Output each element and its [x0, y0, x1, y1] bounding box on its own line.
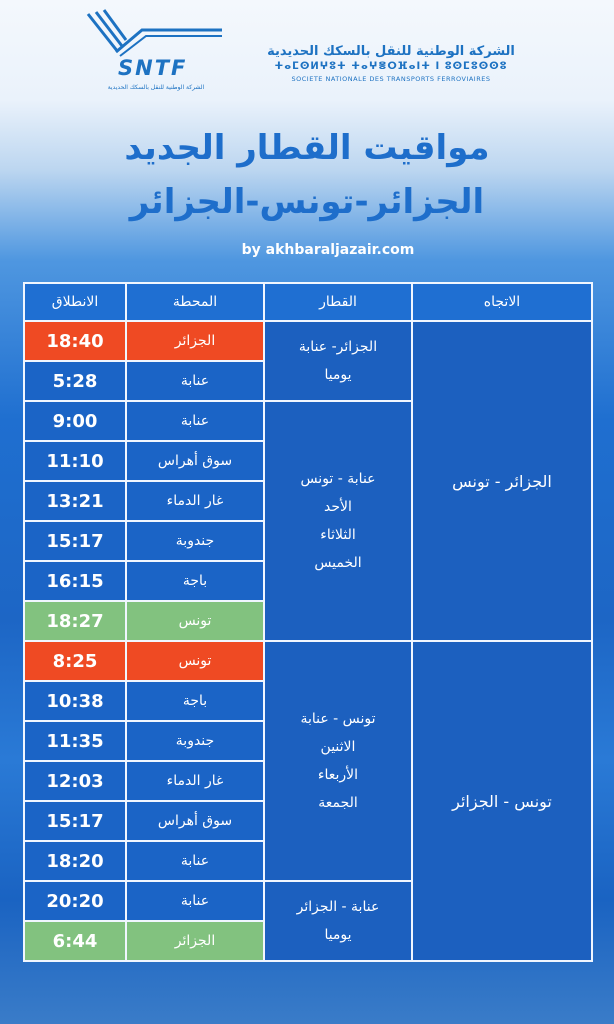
train-day: الأحد: [324, 499, 352, 515]
departure-time: 18:27: [24, 601, 126, 641]
station-name: عنابة: [126, 841, 264, 881]
column-header-train: القطار: [264, 283, 412, 321]
train-days: يوميا: [324, 927, 352, 943]
departure-time: 11:10: [24, 441, 126, 481]
train-cell: [264, 401, 412, 641]
train-day: الأربعاء: [317, 767, 359, 783]
departure-time: 15:17: [24, 801, 126, 841]
departure-time: 8:25: [24, 641, 126, 681]
sntf-logo: [82, 8, 232, 96]
departure-time: 10:38: [24, 681, 126, 721]
departure-time: 15:17: [24, 521, 126, 561]
column-header-direction: الاتجاه: [412, 283, 592, 321]
departure-time: 16:15: [24, 561, 126, 601]
station-name: غار الدماء: [126, 761, 264, 801]
company-name-arabic: الشركة الوطنية للنقل بالسكك الحديدية: [267, 44, 515, 59]
page-title: مواقيت القطار الجديد: [124, 128, 490, 168]
direction-cell: تونس - الجزائر: [412, 641, 592, 961]
station-name: عنابة: [126, 881, 264, 921]
train-cell: [264, 881, 412, 961]
direction-cell: الجزائر - تونس: [412, 321, 592, 641]
table-row: [24, 641, 592, 681]
departure-time: 18:20: [24, 841, 126, 881]
train-day: الجمعة: [318, 795, 358, 811]
company-name-block: [246, 44, 536, 83]
train-route: عنابة - الجزائر: [296, 899, 380, 915]
train-day: الخميس: [314, 555, 362, 571]
train-route: عنابة - تونس: [300, 471, 376, 487]
station-name: تونس: [126, 601, 264, 641]
station-name: سوق أهراس: [126, 801, 264, 841]
column-header-departure: الانطلاق: [24, 283, 126, 321]
station-name: غار الدماء: [126, 481, 264, 521]
departure-time: 20:20: [24, 881, 126, 921]
page-subtitle: الجزائر-تونس-الجزائر: [129, 182, 485, 222]
logo-text: SNTF: [118, 56, 188, 80]
station-name: جندوبة: [126, 521, 264, 561]
departure-time: 5:28: [24, 361, 126, 401]
train-cell: [264, 641, 412, 881]
credit-text: by akhbaraljazair.com: [241, 242, 415, 258]
table-header-row: [24, 283, 592, 321]
departure-time: 12:03: [24, 761, 126, 801]
station-name: الجزائر: [126, 321, 264, 361]
station-name: الجزائر: [126, 921, 264, 961]
logo-subtitle: الشركة الوطنية للنقل بالسكك الحديدية: [107, 84, 205, 91]
station-name: باجة: [126, 561, 264, 601]
station-name: جندوبة: [126, 721, 264, 761]
station-name: عنابة: [126, 401, 264, 441]
train-day: الاثنين: [320, 739, 356, 755]
departure-time: 13:21: [24, 481, 126, 521]
train-day: الثلاثاء: [320, 527, 356, 543]
train-days: يوميا: [324, 367, 352, 383]
station-name: تونس: [126, 641, 264, 681]
station-name: سوق أهراس: [126, 441, 264, 481]
schedule-table: [23, 282, 593, 962]
departure-time: 6:44: [24, 921, 126, 961]
departure-time: 18:40: [24, 321, 126, 361]
train-route: الجزائر- عنابة: [298, 339, 378, 355]
company-name-tifinagh: ⵜⴰⵎⵙⵍⵖⵓⵜ ⵜⴰⵖⴻⵔⴼⴰⵏⵜ ⵏ ⵓⵙⵎⵓⵙⵙⵓ: [274, 61, 508, 72]
station-name: باجة: [126, 681, 264, 721]
table-row: [24, 321, 592, 361]
departure-time: 11:35: [24, 721, 126, 761]
train-cell: [264, 321, 412, 401]
column-header-station: المحطة: [126, 283, 264, 321]
departure-time: 9:00: [24, 401, 126, 441]
train-route: تونس - عنابة: [300, 711, 376, 727]
station-name: عنابة: [126, 361, 264, 401]
company-name-french: SOCIETE NATIONALE DES TRANSPORTS FERROVIAIRES: [291, 75, 491, 83]
